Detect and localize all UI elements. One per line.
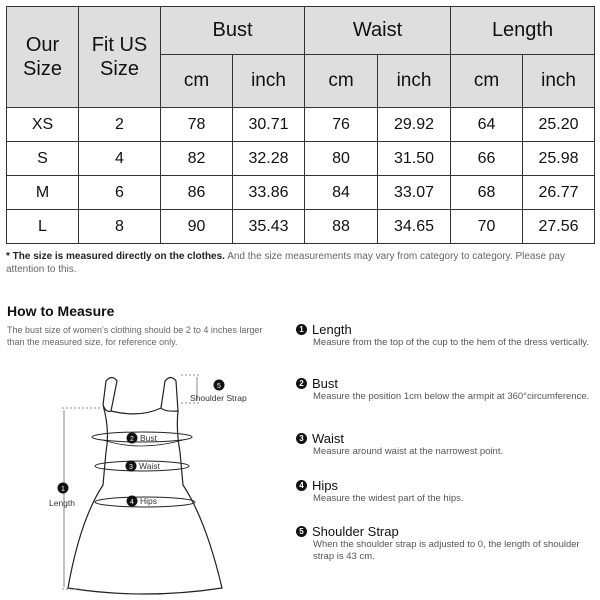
table-cell: 70 xyxy=(451,210,523,244)
number-badge-icon: 1 xyxy=(296,324,307,335)
waist-label: Waist xyxy=(139,461,160,471)
table-row xyxy=(7,210,595,244)
table-cell: 35.43 xyxy=(233,210,305,244)
table-cell: 2 xyxy=(79,108,161,142)
table-cell: 78 xyxy=(161,108,233,142)
header-fit-us-size: Fit US Size xyxy=(79,7,161,108)
header-waist: Waist xyxy=(305,7,451,55)
measure-item xyxy=(296,376,596,403)
measure-desc: Measure the widest part of the hips. xyxy=(313,493,464,504)
measure-heading xyxy=(296,478,596,493)
how-to-measure-title: How to Measure xyxy=(7,303,115,319)
table-cell: 82 xyxy=(161,142,233,176)
table-cell: 86 xyxy=(161,176,233,210)
measure-desc: Measure around waist at the narrowest point. xyxy=(313,446,504,457)
measure-title: Length xyxy=(312,322,352,337)
table-cell: 66 xyxy=(451,142,523,176)
table-cell: 25.20 xyxy=(523,108,595,142)
table-cell: XS xyxy=(7,108,79,142)
measure-heading xyxy=(296,524,596,539)
bust-marker-number: 2 xyxy=(130,436,134,443)
measure-item xyxy=(296,478,596,505)
table-cell: 33.07 xyxy=(378,176,451,210)
length-label: Length xyxy=(49,498,75,508)
header-bust: Bust xyxy=(161,7,305,55)
table-cell: 76 xyxy=(305,108,378,142)
size-note xyxy=(6,250,586,276)
table-cell: 27.56 xyxy=(523,210,595,244)
hips-label: Hips xyxy=(140,496,158,506)
table-cell: 34.65 xyxy=(378,210,451,244)
how-to-measure-text: The bust size of women's clothing should be 2 to 4 inches larger than the measured size, for reference only. xyxy=(7,325,263,347)
table-cell: 25.98 xyxy=(523,142,595,176)
header-length-cm: cm xyxy=(451,55,523,108)
table-cell: 6 xyxy=(79,176,161,210)
header-bust-cm: cm xyxy=(161,55,233,108)
measure-item xyxy=(296,431,596,458)
measure-title: Shoulder Strap xyxy=(312,524,399,539)
table-cell: 33.86 xyxy=(233,176,305,210)
table-cell: 90 xyxy=(161,210,233,244)
measure-heading xyxy=(296,431,596,446)
number-badge-icon: 5 xyxy=(296,526,307,537)
measure-desc: When the shoulder strap is adjusted to 0, the length of shoulder strap is 43 cm. xyxy=(313,539,580,562)
header-waist-cm: cm xyxy=(305,55,378,108)
size-note-bold: * The size is measured directly on the clothes. xyxy=(6,251,225,262)
header-bust-inch: inch xyxy=(233,55,305,108)
number-badge-icon: 3 xyxy=(296,433,307,444)
number-badge-icon: 4 xyxy=(296,480,307,491)
header-waist-inch: inch xyxy=(378,55,451,108)
measure-heading xyxy=(296,322,596,337)
table-row xyxy=(7,142,595,176)
right-strap xyxy=(161,378,178,412)
table-cell: 80 xyxy=(305,142,378,176)
table-cell: 88 xyxy=(305,210,378,244)
table-row xyxy=(7,108,595,142)
dress-diagram xyxy=(0,360,290,600)
number-badge-icon: 2 xyxy=(296,378,307,389)
measure-desc: Measure from the top of the cup to the hem of the dress vertically. xyxy=(313,337,589,348)
length-marker-number: 1 xyxy=(61,486,65,493)
table-cell: 64 xyxy=(451,108,523,142)
waist-marker-number: 3 xyxy=(129,464,133,471)
header-length-inch: inch xyxy=(523,55,595,108)
table-cell: 30.71 xyxy=(233,108,305,142)
bust-label: Bust xyxy=(140,433,158,443)
measure-title: Bust xyxy=(312,376,339,391)
header-length: Length xyxy=(451,7,595,55)
size-chart-table xyxy=(6,6,595,244)
measure-title: Hips xyxy=(312,478,339,493)
table-cell: 32.28 xyxy=(233,142,305,176)
left-strap xyxy=(103,378,117,412)
shoulder-marker-number: 5 xyxy=(217,383,221,390)
header-our-size: Our Size xyxy=(7,7,79,108)
hips-marker-number: 4 xyxy=(130,499,134,506)
size-note-rest: And the size measurements may vary from category to category. Please pay attention to this. xyxy=(6,251,565,275)
measure-heading xyxy=(296,376,596,391)
table-cell: 68 xyxy=(451,176,523,210)
measure-item xyxy=(296,322,596,349)
table-cell: 29.92 xyxy=(378,108,451,142)
table-cell: 8 xyxy=(79,210,161,244)
table-row xyxy=(7,176,595,210)
measure-title: Waist xyxy=(312,431,345,446)
measure-item xyxy=(296,524,596,563)
table-cell: 31.50 xyxy=(378,142,451,176)
table-cell: L xyxy=(7,210,79,244)
shoulder-label: Shoulder Strap xyxy=(190,393,247,403)
table-cell: 26.77 xyxy=(523,176,595,210)
table-cell: M xyxy=(7,176,79,210)
table-cell: S xyxy=(7,142,79,176)
measure-desc: Measure the position 1cm below the armpit at 360°circumference. xyxy=(313,391,590,402)
table-cell: 84 xyxy=(305,176,378,210)
table-cell: 4 xyxy=(79,142,161,176)
